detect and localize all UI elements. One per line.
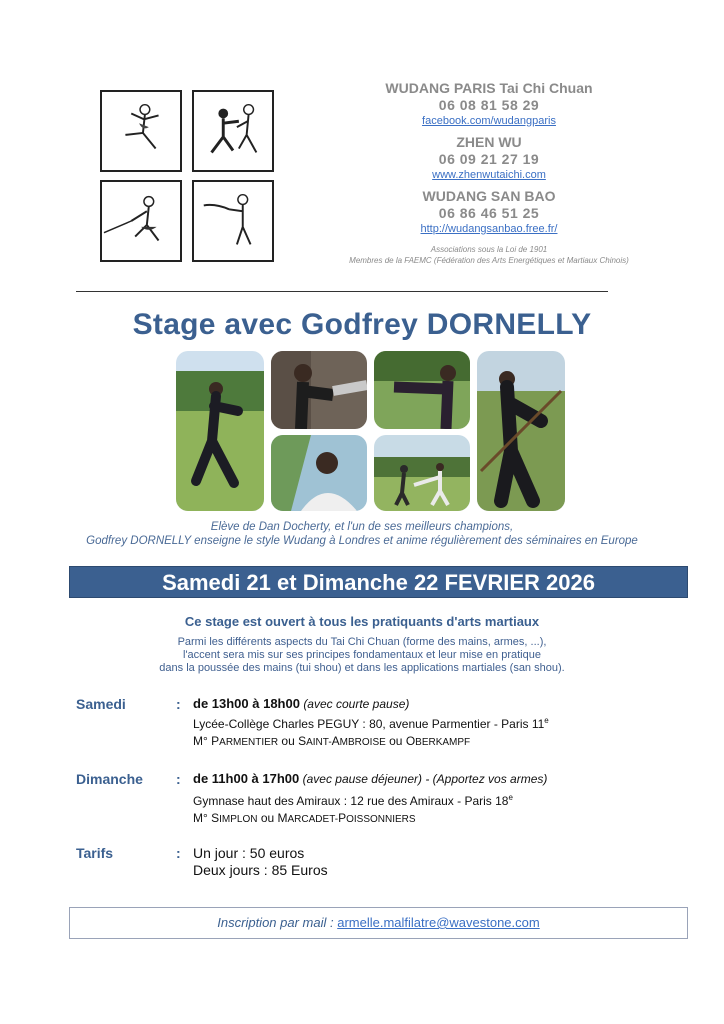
contact-link[interactable]: http://wudangsanbao.free.fr/ [420, 223, 558, 235]
dimanche-place [193, 793, 513, 808]
metro-or: ou [385, 734, 406, 748]
metro-rest: AINT- [306, 737, 332, 748]
metro-initial: P [211, 734, 220, 748]
contact-wudang-san-bao [330, 188, 648, 236]
photo-reach [374, 351, 470, 429]
samedi-address: Lycée-Collège Charles PEGUY : 80, avenue Parmentier - Paris 11 [193, 717, 545, 731]
contact-link[interactable]: facebook.com/wudangparis [422, 115, 556, 127]
dimanche-time: de 11h00 à 17h00 [193, 771, 300, 786]
inscription-email-link[interactable]: armelle.malfilatre@wavestone.com [337, 915, 540, 930]
inscription-label: Inscription par mail : [217, 915, 338, 930]
inscription-box [69, 907, 688, 939]
metro-initial: P [338, 811, 347, 825]
tarif-two-days: Deux jours : 85 Euros [193, 862, 328, 878]
intro-line-1: Elève de Dan Docherty, et l'un de ses meilleurs champions, [210, 521, 514, 533]
metro-or: ou [278, 734, 299, 748]
contact-name: WUDANG SAN BAO [422, 188, 556, 204]
photo-stance-park [176, 351, 264, 511]
dimanche-label: Dimanche [76, 771, 143, 787]
metro-rest: ARCADET- [287, 814, 339, 825]
dimanche-time-line [193, 771, 547, 786]
contact-phone: 06 09 21 27 19 [438, 151, 540, 167]
metro-initial: M [277, 811, 288, 825]
photo-portrait [271, 435, 367, 511]
contact-link[interactable]: www.zhenwutaichi.com [432, 169, 546, 181]
illustration-fight [192, 90, 274, 172]
aspects-line-3: dans la poussée des mains (tui shou) et dans les applications martiales (san shou). [159, 662, 565, 674]
open-to-all: Ce stage est ouvert à tous les pratiquants d'arts martiaux [184, 614, 540, 629]
photo-sparring [374, 435, 470, 511]
metro-initial: S [298, 734, 307, 748]
photo-push-hands [271, 351, 367, 429]
samedi-colon: : [176, 696, 181, 712]
photo-staff [477, 351, 565, 511]
metro-rest: IMPLON [219, 814, 258, 825]
association-note: Associations sous la Loi de 1901 [430, 245, 548, 254]
contact-wudang-paris [330, 80, 648, 128]
samedi-time-line [193, 696, 409, 711]
tarifs-label: Tarifs [76, 845, 114, 861]
metro-initial: O [405, 734, 416, 748]
illustration-kick [100, 90, 182, 172]
dimanche-note: (avec pause déjeuner) - (Apportez vos armes) [302, 772, 548, 786]
dimanche-colon: : [176, 771, 181, 787]
dimanche-metro [193, 811, 416, 825]
aspects-line-2: l'accent sera mis sur ses principes fondamentaux et leur mise en pratique [183, 649, 541, 661]
metro-prefix: M° [193, 811, 212, 825]
samedi-address-sup: e [544, 716, 549, 725]
metro-initial: A [331, 734, 340, 748]
metro-rest: BERKAMPF [415, 737, 471, 748]
contact-name: WUDANG PARIS Tai Chi Chuan [385, 80, 593, 96]
samedi-label: Samedi [76, 696, 126, 712]
dates-banner: Samedi 21 et Dimanche 22 FEVRIER 2026 [69, 566, 688, 598]
contact-zhen-wu [330, 134, 648, 182]
contacts [330, 80, 648, 266]
samedi-time: de 13h00 à 18h00 [193, 696, 300, 711]
metro-rest: MBROISE [339, 737, 386, 748]
federation-note: Membres de la FAEMC (Fédération des Arts Energétiques et Martiaux Chinois) [349, 256, 629, 265]
dimanche-address: Gymnase haut des Amiraux : 12 rue des Amiraux - Paris 18 [193, 794, 509, 808]
aspects-line-1: Parmi les différents aspects du Tai Chi Chuan (forme des mains, armes, ...), [177, 636, 547, 648]
contact-phone: 06 08 81 58 29 [438, 97, 540, 113]
metro-or: ou [257, 811, 278, 825]
tarifs-colon: : [176, 845, 181, 861]
illustration-saber [192, 180, 274, 262]
samedi-note: (avec courte pause) [303, 697, 410, 711]
aspects-text [0, 636, 724, 675]
samedi-place [193, 716, 549, 731]
tarif-one-day: Un jour : 50 euros [193, 845, 305, 861]
intro-line-2: Godfrey DORNELLY enseigne le style Wudang à Londres et anime régulièrement des séminaires en Europe [86, 535, 638, 547]
page-title: Stage avec Godfrey DORNELLY [132, 308, 592, 341]
metro-prefix: M° [193, 734, 212, 748]
intro-text [0, 520, 724, 548]
contact-name: ZHEN WU [456, 134, 522, 150]
metro-rest: OISSONNIERS [346, 814, 416, 825]
metro-rest: ARMENTIER [219, 737, 279, 748]
contact-phone: 06 86 46 51 25 [438, 205, 540, 221]
illustration-sword [100, 180, 182, 262]
samedi-metro [193, 734, 470, 748]
metro-initial: S [211, 811, 220, 825]
dimanche-address-sup: e [508, 793, 513, 802]
divider [76, 291, 608, 292]
